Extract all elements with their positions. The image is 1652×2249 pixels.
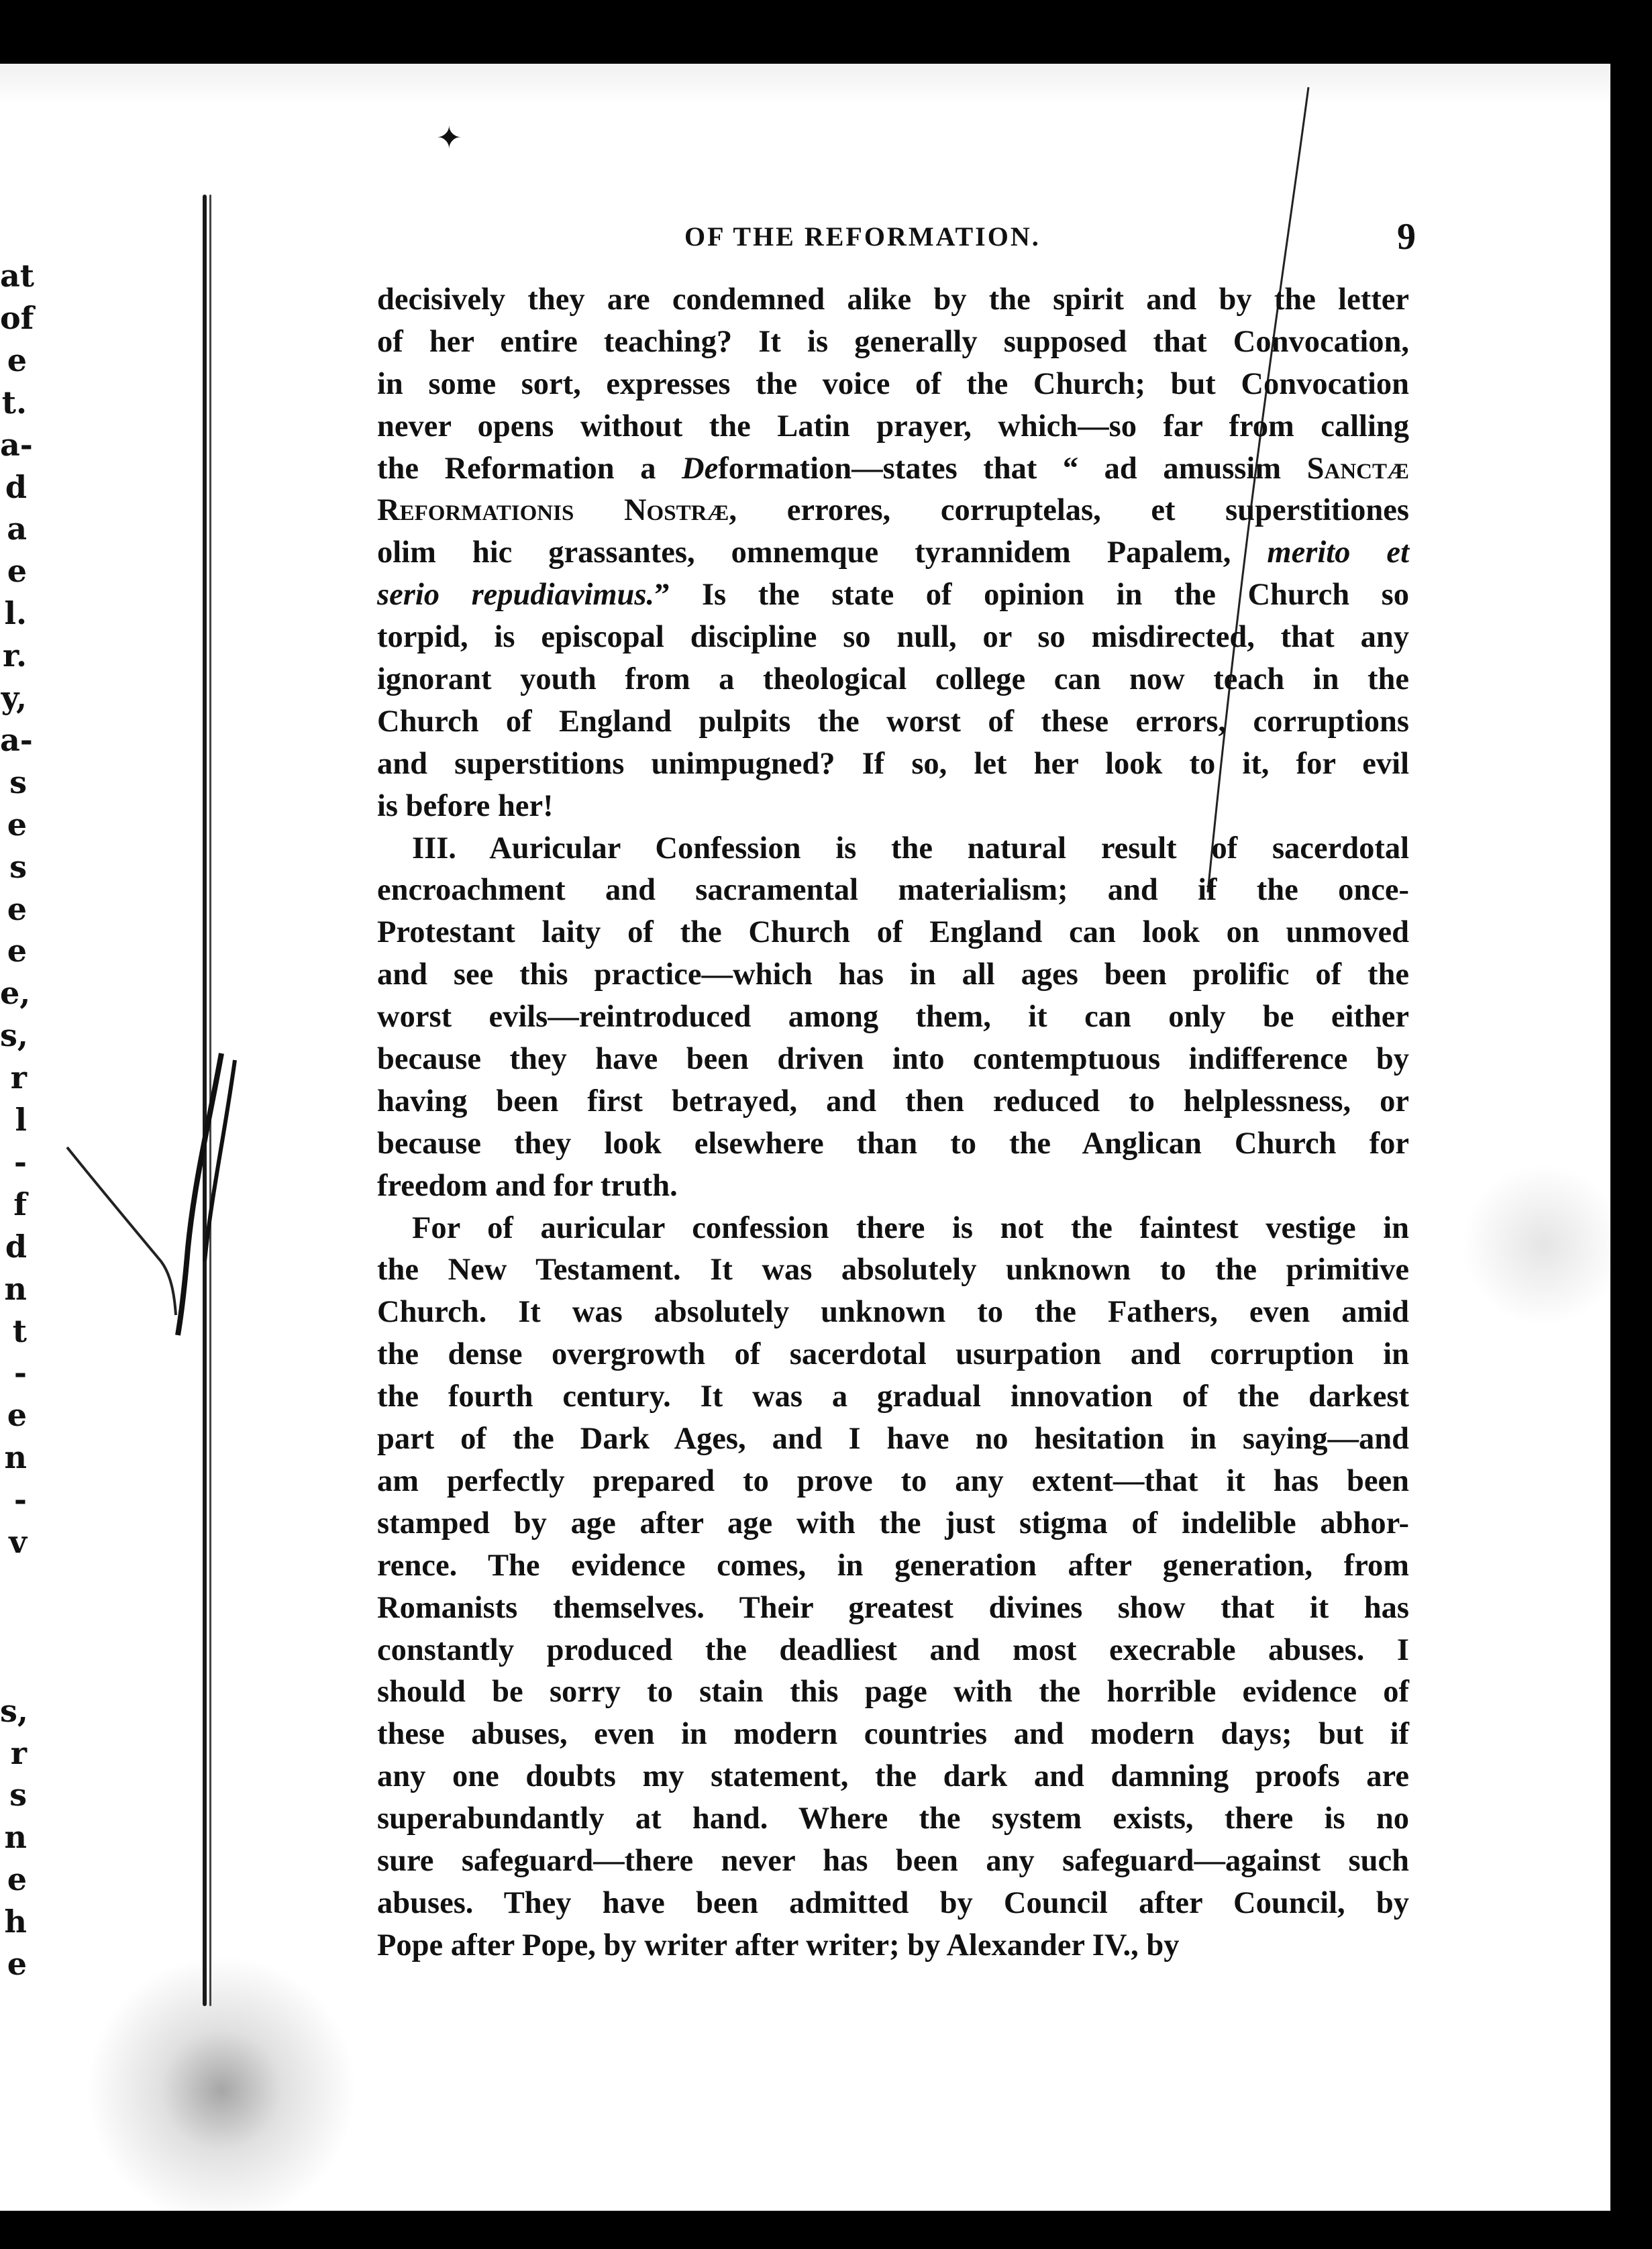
margin-fragment: d — [5, 1228, 27, 1265]
text-line — [377, 617, 1409, 659]
text-line — [377, 1671, 1409, 1714]
text-run: Church. It was absolutely unknown to the Fathers, even amid — [377, 1295, 1409, 1330]
margin-fragment: e — [7, 1946, 27, 1982]
text-line — [377, 1039, 1409, 1081]
margin-fragment: d — [5, 468, 27, 505]
margin-fragment: s, — [0, 1692, 28, 1729]
text-run: is before her! — [377, 788, 554, 823]
page-number: 9 — [1397, 216, 1416, 258]
text-line — [377, 701, 1409, 743]
margin-fragment: n — [4, 1439, 27, 1476]
text-run: For of auricular confession there is not the faintest vestige in — [412, 1210, 1409, 1245]
text-run: Pope after Pope, by writer after writer; by Alexander IV., by — [377, 1928, 1180, 1963]
text-run: and see this practice—which has in all ages been prolific of the — [377, 957, 1409, 992]
text-line — [377, 364, 1409, 406]
body-text — [377, 279, 1409, 1967]
text-run: the Reformation a — [377, 451, 682, 486]
text-line — [377, 1461, 1409, 1503]
margin-fragment: - — [13, 1355, 27, 1392]
text-line — [377, 490, 1409, 532]
text-line — [377, 828, 1409, 870]
text-line — [377, 1798, 1409, 1840]
text-run: decisively they are condemned alike by the spirit and by the letter — [377, 282, 1409, 317]
text-line — [377, 996, 1409, 1039]
text-run: in some sort, expresses the voice of the Church; but Convocation — [377, 366, 1409, 401]
margin-fragment: of — [0, 299, 34, 336]
text-line — [377, 786, 1409, 828]
text-line — [377, 1714, 1409, 1756]
margin-fragment: n — [4, 1819, 27, 1856]
margin-fragment: y, — [1, 680, 27, 716]
paragraph — [377, 279, 1409, 828]
text-run: of her entire teaching? It is generally supposed that Convocation, — [377, 324, 1409, 359]
text-line — [377, 574, 1409, 617]
paragraph — [377, 828, 1409, 1208]
text-line — [377, 743, 1409, 786]
text-run: merito et — [1267, 535, 1409, 570]
margin-fragment: e — [7, 342, 27, 378]
paragraph — [377, 1208, 1409, 1967]
text-line — [377, 1208, 1409, 1250]
text-run: ignorant youth from a theological college can now teach in the — [377, 662, 1409, 697]
ornament-icon: ✦ — [436, 119, 462, 156]
text-line — [377, 321, 1409, 364]
margin-fragment: - — [13, 1143, 27, 1180]
margin-fragment: e, — [0, 975, 31, 1012]
text-run: encroachment and sacramental materialism; and if the once- — [377, 873, 1409, 908]
margin-fragment: r. — [2, 637, 27, 674]
text-line — [377, 1376, 1409, 1418]
margin-fragment: e — [7, 933, 27, 970]
margin-fragment — [0, 1606, 27, 1647]
running-head: OF THE REFORMATION. — [684, 221, 1041, 252]
text-line — [377, 1165, 1409, 1208]
text-line — [377, 1123, 1409, 1165]
text-line — [377, 659, 1409, 701]
margin-pencil-mark — [54, 1047, 248, 1342]
margin-fragment: at — [0, 258, 35, 294]
text-line — [377, 1334, 1409, 1376]
text-run: Sanctæ — [1306, 451, 1409, 486]
margin-fragment: e — [7, 553, 27, 590]
text-run: part of the Dark Ages, and I have no hesitation in saying—and — [377, 1422, 1409, 1457]
margin-fragment: v — [9, 1524, 27, 1560]
text-run: freedom and for truth. — [377, 1168, 678, 1203]
text-line — [377, 912, 1409, 954]
scan-border — [1610, 0, 1652, 2249]
text-run: never opens without the Latin prayer, which—so far from calling — [377, 409, 1409, 443]
text-line — [377, 1545, 1409, 1587]
facing-page-fragment — [0, 255, 35, 1982]
margin-fragment: e — [7, 806, 27, 843]
margin-fragment: t. — [1, 384, 27, 421]
text-run: Reformationis Nostræ, — [377, 493, 737, 528]
text-line — [377, 1840, 1409, 1883]
text-run: constantly produced the deadliest and most execrable abuses. I — [377, 1632, 1409, 1667]
text-line — [377, 1630, 1409, 1672]
margin-fragment: s — [9, 764, 27, 800]
text-line — [377, 954, 1409, 996]
margin-fragment: - — [13, 1481, 27, 1518]
text-run: should be sorry to stain this page with the horrible evidence of — [377, 1675, 1409, 1710]
text-run: formation—states that “ ad amussim — [718, 451, 1307, 486]
margin-fragment: r — [10, 1059, 27, 1096]
text-run: because they have been driven into contemptuous indifference by — [377, 1042, 1409, 1077]
margin-fragment: a- — [0, 426, 33, 463]
text-line — [377, 279, 1409, 321]
margin-fragment: l. — [4, 595, 27, 632]
margin-fragment — [0, 1563, 27, 1605]
margin-fragment: s — [9, 848, 27, 885]
text-line — [377, 1883, 1409, 1925]
margin-fragment: e — [7, 1861, 27, 1898]
text-line — [377, 1587, 1409, 1630]
text-run: am perfectly prepared to prove to any extent—that it has been — [377, 1463, 1409, 1498]
margin-fragment: t — [12, 1312, 27, 1349]
text-run: having been first betrayed, and then reduced to helplessness, or — [377, 1084, 1409, 1118]
text-line — [377, 1081, 1409, 1123]
text-line — [377, 1503, 1409, 1545]
text-run: the dense overgrowth of sacerdotal usurpation and corruption in — [377, 1337, 1409, 1372]
text-run: abuses. They have been admitted by Council after Council, by — [377, 1885, 1409, 1920]
text-run: ” Is the state of opinion in the Church so — [654, 578, 1409, 613]
margin-fragment: s — [9, 1777, 27, 1814]
text-run: De — [682, 451, 719, 486]
text-line — [377, 870, 1409, 912]
margin-fragment — [0, 1648, 27, 1689]
text-line — [377, 448, 1409, 490]
text-run: and superstitions unimpugned? If so, let her look to it, for evil — [377, 746, 1409, 781]
text-run: sure safeguard—there never has been any safeguard—against such — [377, 1843, 1409, 1878]
text-line — [377, 1249, 1409, 1292]
text-run: rence. The evidence comes, in generation after generation, from — [377, 1548, 1409, 1583]
text-run: stamped by age after age with the just stigma of indelible abhor- — [377, 1506, 1409, 1540]
text-line — [377, 532, 1409, 574]
text-run: errores, corruptelas, et superstitiones — [737, 493, 1409, 528]
text-run: torpid, is episcopal discipline so null, or so misdirected, that any — [377, 620, 1409, 655]
text-run: the fourth century. It was a gradual innovation of the darkest — [377, 1379, 1409, 1414]
text-run: serio repudiavimus. — [377, 578, 655, 613]
text-run: the New Testament. It was absolutely unknown to the primitive — [377, 1253, 1409, 1288]
text-run: because they look elsewhere than to the Anglican Church for — [377, 1126, 1409, 1161]
margin-fragment: h — [4, 1903, 27, 1940]
text-run: Church of England pulpits the worst of these errors, corruptions — [377, 704, 1409, 739]
text-line — [377, 406, 1409, 448]
margin-fragment: n — [4, 1270, 27, 1307]
text-run: these abuses, even in modern countries and modern days; but if — [377, 1717, 1409, 1752]
margin-fragment: f — [13, 1186, 27, 1222]
text-run: any one doubts my statement, the dark and damning proofs are — [377, 1759, 1409, 1794]
text-run: superabundantly at hand. Where the system exists, there is no — [377, 1801, 1409, 1836]
text-line — [377, 1292, 1409, 1334]
text-run: olim hic grassantes, omnemque tyrannidem Papalem, — [377, 535, 1268, 570]
margin-fragment: a — [7, 511, 27, 547]
margin-fragment: e — [7, 890, 27, 927]
margin-fragment: e — [7, 1397, 27, 1434]
page-header — [376, 213, 1416, 260]
margin-fragment: a- — [0, 721, 33, 758]
text-run: III. Auricular Confession is the natural result of sacerdotal — [412, 831, 1409, 866]
text-run: worst evils—reintroduced among them, it can only be either — [377, 1000, 1409, 1035]
text-run: Romanists themselves. Their greatest divines show that it has — [377, 1590, 1409, 1625]
text-line — [377, 1925, 1409, 1967]
text-run: Protestant laity of the Church of England can look on unmoved — [377, 915, 1409, 950]
margin-fragment: r — [10, 1734, 27, 1771]
text-line — [377, 1756, 1409, 1798]
margin-fragment: s, — [0, 1017, 28, 1054]
margin-fragment: l — [15, 1102, 27, 1138]
text-line — [377, 1418, 1409, 1461]
